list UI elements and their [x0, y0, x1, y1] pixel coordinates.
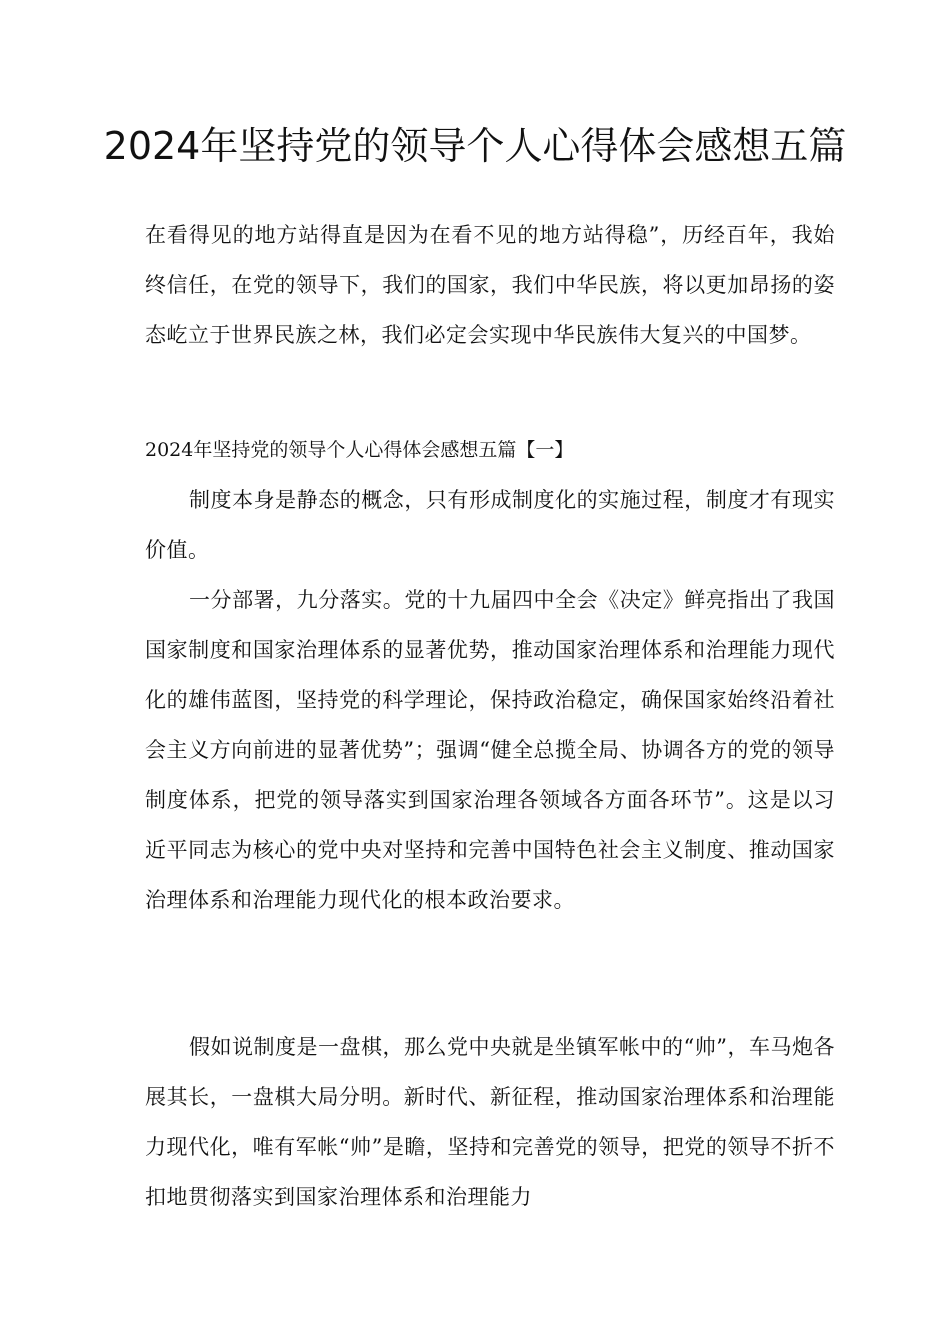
paragraph-1: 制度本身是静态的概念，只有形成制度化的实施过程，制度才有现实价值。 [145, 488, 835, 562]
intro-paragraph: 在看得见的地方站得直是因为在看不见的地方站得稳”，历经百年，我始终信任，在党的领导下，我们的国家，我们中华民族，将以更加昂扬的姿态屹立于世界民族之林，我们必定会实现中华民族伟大复兴的中国梦。 [145, 223, 835, 347]
section-heading: 2024年坚持党的领导个人心得体会感想五篇【一】 [145, 439, 574, 461]
paragraph-2: 一分部署，九分落实。党的十九届四中全会《决定》鲜亮指出了我国国家制度和国家治理体系的显著优势，推动国家治理体系和治理能力现代化的雄伟蓝图，坚持党的科学理论，保持政治稳定，确保国家始终沿着社会主义方向前进的显著优势”；强调“健全总揽全局、协调各方的党的领导制度体系，把党的领导落实到国家治理各领域各方面各环节”。这是以习近平同志为核心的党中央对坚持和完善中国特色社会主义制度、推动国家治理体系和治理能力现代化的根本政治要求。 [145, 588, 835, 912]
paragraph-3: 假如说制度是一盘棋，那么党中央就是坐镇军帐中的“帅”，车马炮各展其长，一盘棋大局分明。新时代、新征程，推动国家治理体系和治理能力现代化，唯有军帐“帅”是瞻，坚持和完善党的领导，把党的领导不折不扣地贯彻落实到国家治理体系和治理能力 [145, 1035, 835, 1209]
document-title: 2024年坚持党的领导个人心得体会感想五篇 [103, 124, 847, 168]
